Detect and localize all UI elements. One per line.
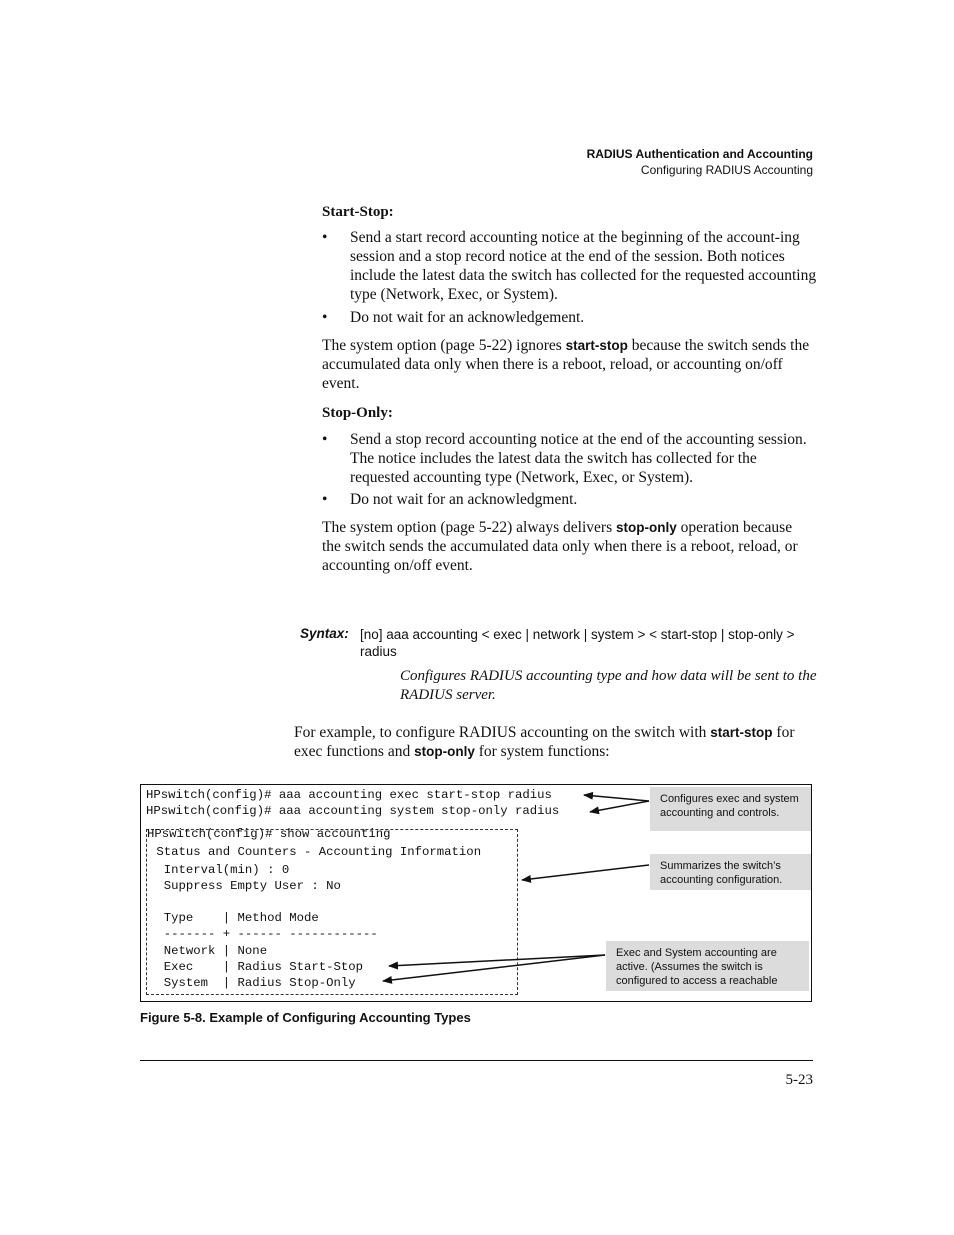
- start-stop-heading: Start-Stop:: [322, 204, 394, 220]
- footer-rule: [140, 1060, 813, 1061]
- arrow-to-exec-command: [584, 795, 649, 801]
- paragraph-text: for system functions:: [474, 743, 610, 760]
- cli-output-line: System | Radius Stop-Only: [149, 976, 356, 990]
- cli-output-line: Status and Counters - Accounting Information: [149, 845, 482, 859]
- arrow-to-show-output: [522, 865, 649, 880]
- arrow-to-system-row: [383, 955, 605, 981]
- running-header-section: Configuring RADIUS Accounting: [640, 163, 813, 177]
- paragraph-text: because the switch sends the accumulated data only when there is a reboot, reload, or accounting on/off event.: [322, 337, 810, 392]
- paragraph-text: for exec functions and: [294, 724, 795, 760]
- cli-output-line: Type | Method Mode: [149, 911, 319, 925]
- bullet-text: Send a start record accounting notice at the beginning of the account-ing session and a stop record notice at the end of the session. Both notices include the latest data the switch has collected for the requested accounting type (Network, Exec, or System).: [350, 229, 817, 303]
- page-number: 5-23: [785, 1072, 813, 1088]
- cli-output-line: Interval(min) : 0: [149, 863, 290, 877]
- syntax-command: [no] aaa accounting < exec | network | system > < start-stop | stop-only > radius: [360, 627, 795, 659]
- keyword-stop-only: stop-only: [414, 744, 475, 759]
- list-item: [322, 308, 817, 327]
- stop-only-heading: Stop-Only:: [322, 405, 393, 421]
- cli-output-line: Suppress Empty User : No: [149, 879, 341, 893]
- bullet-icon: •: [322, 431, 328, 448]
- cli-output-line: Exec | Radius Start-Stop: [149, 960, 364, 974]
- callout-configures: Configures exec and system accounting and controls.: [650, 787, 811, 831]
- list-item: [322, 228, 817, 304]
- cli-output-line: Network | None: [149, 944, 268, 958]
- keyword-start-stop: start-stop: [565, 338, 628, 353]
- bullet-text: Send a stop record accounting notice at the end of the accounting session. The notice includes the latest data the switch has collected for the requested accounting type (Network, Exec, or System).: [350, 431, 807, 486]
- bullet-icon: •: [322, 491, 328, 508]
- stop-only-paragraph: [322, 518, 814, 575]
- example-paragraph: [294, 723, 814, 761]
- callout-summarizes: Summarizes the switch’s accounting configuration.: [650, 854, 811, 890]
- bullet-icon: •: [322, 309, 328, 326]
- paragraph-text: The system option (page 5-22) ignores: [322, 337, 566, 354]
- paragraph-text: operation because the switch sends the accumulated data only when there is a reboot, reload, or accounting on/off event.: [322, 519, 798, 574]
- figure-box: [140, 784, 812, 1002]
- cli-command-line: HPswitch(config)# aaa accounting exec start-stop radius: [146, 788, 552, 802]
- bullet-text: Do not wait for an acknowledgement.: [350, 309, 585, 326]
- cli-output-line: HPswitch(config)# show accounting: [147, 827, 391, 841]
- syntax-label: Syntax:: [300, 626, 349, 641]
- keyword-stop-only: stop-only: [616, 520, 677, 535]
- callout-arrows: [141, 785, 813, 1003]
- arrow-to-system-command: [590, 801, 649, 812]
- running-header-chapter: RADIUS Authentication and Accounting: [586, 147, 813, 161]
- figure-caption: Figure 5-8. Example of Configuring Accounting Types: [140, 1010, 471, 1025]
- syntax-description: Configures RADIUS accounting type and how data will be sent to the RADIUS server.: [400, 668, 817, 703]
- callout-active: Exec and System accounting are active. (Assumes the switch is configured to access a reachable: [606, 941, 809, 991]
- start-stop-paragraph: [322, 336, 814, 393]
- cli-output-line: ------- + ------ ------------: [149, 927, 378, 941]
- cli-command-line: HPswitch(config)# aaa accounting system stop-only radius: [146, 804, 560, 818]
- keyword-start-stop: start-stop: [710, 725, 773, 740]
- list-item: [322, 430, 817, 487]
- paragraph-text: For example, to configure RADIUS accounting on the switch with: [294, 724, 711, 741]
- bullet-icon: •: [322, 229, 328, 246]
- list-item: [322, 490, 817, 509]
- arrow-to-exec-row: [389, 955, 605, 966]
- bullet-text: Do not wait for an acknowledgment.: [350, 491, 578, 508]
- paragraph-text: The system option (page 5-22) always delivers: [322, 519, 616, 536]
